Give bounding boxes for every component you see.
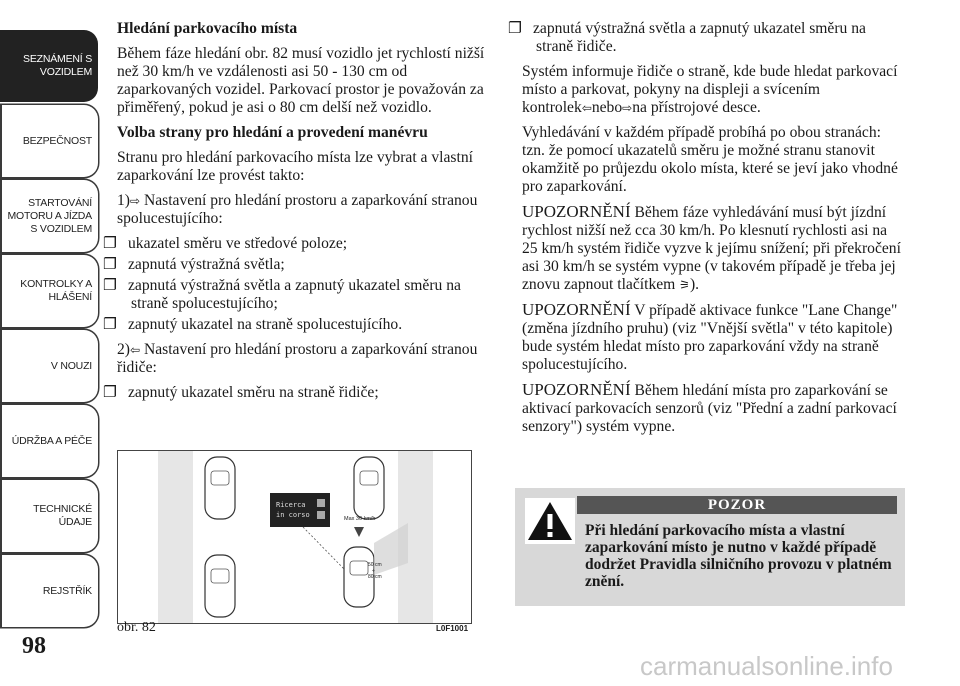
warning-3: UPOZORNĚNÍ Během hledání místa pro zaparkování se aktivací parkovacích senzorů (viz "Přední a zadní parkovací senzory") systém vypne. <box>522 380 897 435</box>
right-column <box>508 20 906 443</box>
step-2 <box>117 341 497 377</box>
direction-arrow-icon <box>354 527 364 537</box>
distance-sep: ÷ <box>372 568 375 574</box>
left-column <box>103 20 497 405</box>
car-parked-1 <box>205 457 235 519</box>
parking-illustration <box>118 451 471 623</box>
checkbox-icon: ❐ <box>508 20 522 37</box>
list-item: ❐ zapnutá výstražná světla a zapnutý ukazatel směru na straně spolucestujícího; <box>103 277 461 312</box>
car-parked-3 <box>354 457 384 519</box>
tab-seznameni[interactable]: SEZNÁMENÍ S VOZIDLEM <box>0 30 98 102</box>
step-2-number: 2) <box>117 341 130 358</box>
figure-caption: obr. 82 <box>117 620 156 635</box>
warning-2: UPOZORNĚNÍ V případě aktivace funkce "Lane Change" (změna jízdního pruhu) (viz "Vnější světla" v této kapitole) bude systém hledat místo pro zaparkování vždy na straně spolucestujícího. <box>522 300 898 373</box>
checkbox-icon: ❐ <box>103 316 117 333</box>
tab-technicke[interactable]: TECHNICKÉ ÚDAJE <box>0 480 98 552</box>
tab-udrzba[interactable]: ÚDRŽBA A PÉČE <box>0 405 98 477</box>
figure-code: L0F1001 <box>436 624 469 633</box>
distance-min: 50 cm <box>368 562 382 568</box>
step-2-text: Nastavení pro hledání prostoru a zaparkování stranou řidiče: <box>117 341 478 376</box>
figure-parking-search <box>117 450 472 624</box>
sidewalk-left <box>158 451 193 623</box>
watermark: carmanualsonline.info <box>640 651 893 681</box>
park-assist-button-icon: ⚞ <box>679 278 690 292</box>
warning-1: UPOZORNĚNÍ Během fáze vyhledávání musí být jízdní rychlost nižší než cca 30 km/h. Po klesnutí rychlosti asi na 25 km/h systém řidiče vyzve k jejímu snížení; při překročení asi 30 km/h se systém vypne (v takovém případě je třeba jej znovu zapnout tlačítkem ⚞). <box>522 202 901 293</box>
list-item: ❐ zapnutý ukazatel směru na straně řidiče; <box>103 384 379 401</box>
checkbox-icon: ❐ <box>103 277 117 294</box>
checkbox-icon: ❐ <box>103 384 117 401</box>
arrow-right-icon: ⇨ <box>130 194 141 208</box>
paragraph-info: Systém informuje řidiče o straně, kde bude hledat parkovací místo a parkovat, pokyny na displeji a svícením kontrolek⇦nebo⇨na přístrojové desce. <box>522 63 898 116</box>
warning-label: UPOZORNĚNÍ <box>522 380 631 399</box>
display-panel <box>270 493 330 527</box>
warning-label: UPOZORNĚNÍ <box>522 202 631 221</box>
speed-label: Max 30 km/h <box>344 516 376 522</box>
display-line-1: Ricerca <box>276 501 306 509</box>
distance-max: 80 cm <box>368 574 382 580</box>
step-1-text: Nastavení pro hledání prostoru a zaparkování stranou spolucestujícího: <box>117 192 478 227</box>
warning-label: UPOZORNĚNÍ <box>522 300 631 319</box>
step-1-number: 1) <box>117 192 130 209</box>
caution-box <box>515 488 905 606</box>
list-item: ❐ zapnutá výstražná světla a zapnutý ukazatel směru na straně řidiče. <box>508 20 866 55</box>
tab-rejstrik[interactable]: REJSTŘÍK <box>0 555 98 627</box>
tab-kontrolky[interactable]: KONTROLKY A HLÁŠENÍ <box>0 255 98 327</box>
arrow-left-icon: ⇦ <box>581 101 592 115</box>
page-number: 98 <box>22 633 46 659</box>
checkbox-icon: ❐ <box>103 235 117 252</box>
list-item: ❐ zapnutá výstražná světla; <box>103 256 285 273</box>
step-1 <box>117 192 497 228</box>
heading-side-selection: Volba strany pro hledání a provedení manévru <box>117 124 428 141</box>
display-line-2: in corso <box>276 511 310 519</box>
paragraph-both-sides: Vyhledávání v každém případě probíhá po obou stranách: tzn. že pomocí ukazatelů směru je možné stranu stanovit okamžitě po průjezdu okolo místa, které se jeví jako vhodné pro zaparkování. <box>522 124 898 195</box>
paragraph-side-selection: Stranu pro hledání parkovacího místa lze vybrat a vlastní zaparkování lze provést takto: <box>117 149 473 184</box>
arrow-left-icon: ⇦ <box>130 343 141 357</box>
tab-startovani[interactable]: STARTOVÁNÍ MOTORU A JÍZDA S VOZIDLEM <box>0 180 98 252</box>
car-parked-2 <box>205 555 235 617</box>
checkbox-icon: ❐ <box>103 256 117 273</box>
tab-bezpecnost[interactable]: BEZPEČNOST <box>0 105 98 177</box>
chapter-sidebar <box>0 0 100 640</box>
list-item: ❐ ukazatel směru ve středové poloze; <box>103 235 348 252</box>
paragraph-search: Během fáze hledání obr. 82 musí vozidlo jet rychlostí nižší než 30 km/h ve vzdálenosti asi 50 - 130 cm od zaparkovaných vozidel. Parkovací prostor je považován za přiměřený, pokud je asi o 80 cm delší než vozidlo. <box>117 45 485 116</box>
arrow-right-icon: ⇨ <box>622 101 633 115</box>
tab-v-nouzi[interactable]: V NOUZI <box>0 330 98 402</box>
heading-search: Hledání parkovacího místa <box>117 20 298 37</box>
caution-text: Při hledání parkovacího místa a vlastní zaparkování místo je nutno v každé případě dodržet Pravidla silničního provozu v platném znění. <box>585 522 892 590</box>
caution-title: POZOR <box>577 496 897 514</box>
list-item: ❐ zapnutý ukazatel na straně spolucestujícího. <box>103 316 403 333</box>
